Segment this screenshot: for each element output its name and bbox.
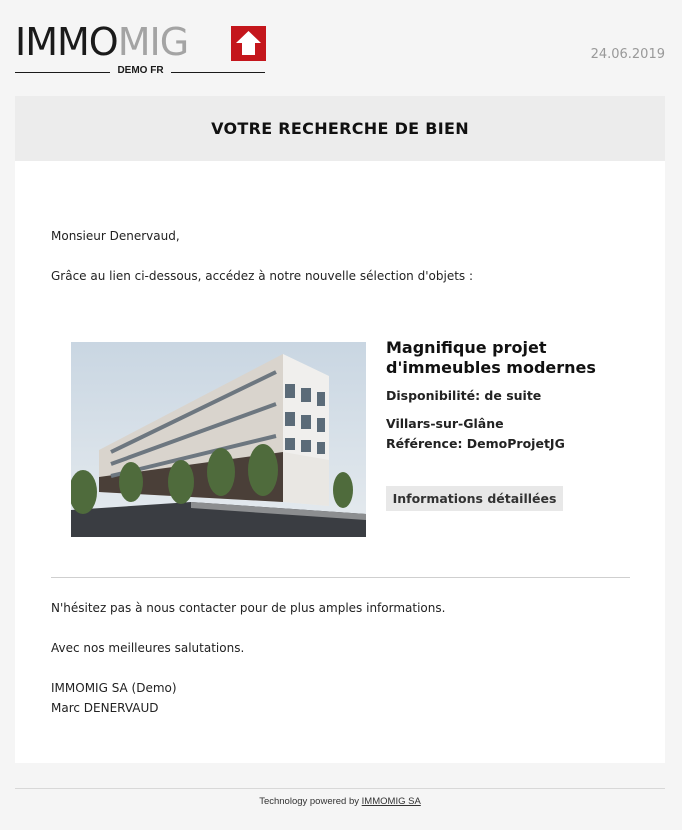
logo-wordmark — [15, 20, 188, 64]
property-reference: Référence: DemoProjetJG — [386, 436, 565, 451]
salutation-text: Avec nos meilleures salutations. — [51, 641, 245, 655]
logo-rule-right — [171, 72, 265, 73]
footer-link[interactable]: IMMOMIG SA — [361, 796, 421, 807]
email-body — [15, 161, 665, 763]
building-photo-icon — [71, 342, 366, 537]
details-button[interactable]: Informations détaillées — [386, 486, 563, 511]
title-bar — [15, 96, 665, 161]
house-icon — [231, 26, 266, 61]
intro-text: Grâce au lien ci-dessous, accédez à notre nouvelle sélection d'objets : — [51, 269, 474, 283]
footer-prefix: Technology powered by — [259, 796, 360, 807]
signer-name: Marc DENERVAUD — [51, 701, 159, 715]
page-title: VOTRE RECHERCHE DE BIEN — [211, 119, 469, 138]
logo-rule-left — [15, 72, 110, 73]
divider — [51, 577, 630, 578]
greeting: Monsieur Denervaud, — [51, 229, 180, 243]
logo-wordmark-gray: MIG — [117, 20, 189, 64]
property-location: Villars-sur-Glâne — [386, 416, 504, 431]
property-availability: Disponibilité: de suite — [386, 388, 542, 403]
contact-text: N'hésitez pas à nous contacter pour de plus amples informations. — [51, 601, 446, 615]
property-photo[interactable] — [71, 342, 366, 537]
footer — [15, 796, 665, 807]
logo-subtitle: DEMO FR — [117, 65, 164, 76]
company-name: IMMOMIG SA (Demo) — [51, 681, 177, 695]
email-header — [15, 22, 665, 82]
email-date: 24.06.2019 — [590, 47, 665, 62]
footer-divider — [15, 788, 665, 789]
immomig-logo — [15, 22, 267, 80]
logo-wordmark-dark: IMMO — [15, 20, 118, 64]
property-title: Magnifique projet d'immeubles modernes — [386, 338, 596, 377]
